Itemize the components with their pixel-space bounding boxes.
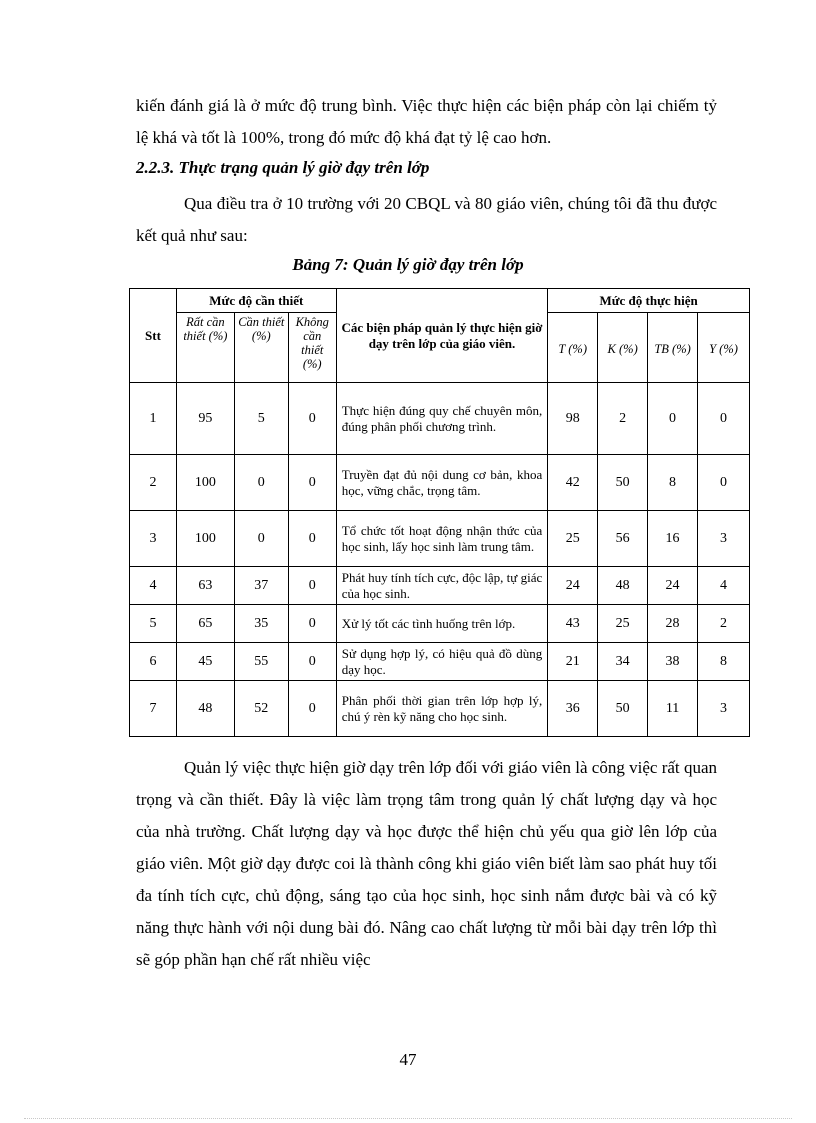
row-not-necessary: 0 (288, 681, 336, 737)
table-row (130, 681, 750, 737)
row-t: 43 (548, 605, 598, 643)
row-t: 21 (548, 643, 598, 681)
row-y: 0 (698, 455, 750, 511)
row-k: 25 (598, 605, 648, 643)
row-very-necessary: 65 (176, 605, 234, 643)
row-stt: 2 (130, 455, 177, 511)
row-k: 2 (598, 383, 648, 455)
intro-paragraph: kiến đánh giá là ở mức độ trung bình. Việc thực hiện các biện pháp còn lại chiếm tỷ lệ khá và tốt là 100%, trong đó mức độ khá đạt tỷ lệ cao hơn. (136, 96, 717, 147)
header-implementation-group: Mức độ thực hiện (548, 289, 750, 313)
survey-paragraph: Qua điều tra ở 10 trường với 20 CBQL và 80 giáo viên, chúng tôi đã thu được kết quả như sau: (136, 194, 717, 245)
row-necessary: 35 (234, 605, 288, 643)
row-measure: Truyền đạt đủ nội dung cơ bản, khoa học, vững chắc, trọng tâm. (336, 455, 548, 511)
header-t: T (%) (548, 313, 598, 383)
row-very-necessary: 45 (176, 643, 234, 681)
row-measure: Thực hiện đúng quy chế chuyên môn, đúng phân phối chương trình. (336, 383, 548, 455)
row-k: 50 (598, 455, 648, 511)
row-not-necessary: 0 (288, 605, 336, 643)
row-k: 50 (598, 681, 648, 737)
row-measure: Xử lý tốt các tình huống trên lớp. (336, 605, 548, 643)
row-tb: 38 (648, 643, 698, 681)
row-k: 34 (598, 643, 648, 681)
row-measure: Phân phối thời gian trên lớp hợp lý, chú ý rèn kỹ năng cho học sinh. (336, 681, 548, 737)
row-necessary: 0 (234, 511, 288, 567)
header-necessary: Cần thiết (%) (234, 313, 288, 383)
row-y: 4 (698, 567, 750, 605)
footer-divider (24, 1118, 792, 1119)
row-necessary: 5 (234, 383, 288, 455)
row-tb: 11 (648, 681, 698, 737)
row-t: 42 (548, 455, 598, 511)
header-very-necessary: Rất cần thiết (%) (176, 313, 234, 383)
row-very-necessary: 48 (176, 681, 234, 737)
row-t: 25 (548, 511, 598, 567)
row-very-necessary: 63 (176, 567, 234, 605)
row-very-necessary: 100 (176, 511, 234, 567)
row-stt: 4 (130, 567, 177, 605)
row-stt: 6 (130, 643, 177, 681)
row-stt: 3 (130, 511, 177, 567)
closing-paragraph: Quản lý việc thực hiện giờ dạy trên lớp đối với giáo viên là công việc rất quan trọng và cần thiết. Đây là việc làm trọng tâm trong quản lý chất lượng dạy và học của nhà trường. Chất lượng dạy và học được thể hiện chủ yếu qua giờ lên lớp của giáo viên. Một giờ dạy được coi là thành công khi giáo viên biết làm sao phát huy tối đa tính tích cực, chủ động, sáng tạo của học sinh, học sinh nắm được bài và có kỹ năng thực hành với nội dung bài đó. Nâng cao chất lượng từ mỗi bài dạy trên lớp thì sẽ góp phần hạn chế rất nhiều việc (136, 758, 717, 969)
header-tb: TB (%) (648, 313, 698, 383)
row-necessary: 0 (234, 455, 288, 511)
row-very-necessary: 100 (176, 455, 234, 511)
row-measure: Sử dụng hợp lý, có hiệu quả đồ dùng dạy học. (336, 643, 548, 681)
row-y: 0 (698, 383, 750, 455)
row-necessary: 37 (234, 567, 288, 605)
row-tb: 8 (648, 455, 698, 511)
table-row (130, 383, 750, 455)
row-stt: 5 (130, 605, 177, 643)
row-k: 56 (598, 511, 648, 567)
page-number: 47 (399, 1050, 417, 1069)
table-caption: Bảng 7: Quản lý giờ đạy trên lớp (292, 255, 524, 274)
table-row (130, 567, 750, 605)
row-measure: Tổ chức tốt hoạt động nhận thức của học sinh, lấy học sinh làm trung tâm. (336, 511, 548, 567)
row-y: 3 (698, 511, 750, 567)
header-stt: Stt (130, 289, 177, 383)
row-y: 8 (698, 643, 750, 681)
row-not-necessary: 0 (288, 567, 336, 605)
header-y: Y (%) (698, 313, 750, 383)
row-not-necessary: 0 (288, 511, 336, 567)
results-table (129, 288, 750, 737)
row-very-necessary: 95 (176, 383, 234, 455)
row-tb: 24 (648, 567, 698, 605)
table-row (130, 643, 750, 681)
row-not-necessary: 0 (288, 383, 336, 455)
row-necessary: 52 (234, 681, 288, 737)
row-y: 2 (698, 605, 750, 643)
row-y: 3 (698, 681, 750, 737)
row-tb: 28 (648, 605, 698, 643)
row-necessary: 55 (234, 643, 288, 681)
row-not-necessary: 0 (288, 455, 336, 511)
row-t: 98 (548, 383, 598, 455)
header-measures: Các biện pháp quản lý thực hiện giờ dạy trên lớp của giáo viên. (336, 289, 548, 383)
table-row (130, 605, 750, 643)
row-k: 48 (598, 567, 648, 605)
row-tb: 0 (648, 383, 698, 455)
row-tb: 16 (648, 511, 698, 567)
header-necessity-group: Mức độ cần thiết (176, 289, 336, 313)
row-stt: 1 (130, 383, 177, 455)
row-measure: Phát huy tính tích cực, độc lập, tự giác của học sinh. (336, 567, 548, 605)
row-not-necessary: 0 (288, 643, 336, 681)
row-t: 24 (548, 567, 598, 605)
header-k: K (%) (598, 313, 648, 383)
row-t: 36 (548, 681, 598, 737)
table-row (130, 455, 750, 511)
header-not-necessary: Không cần thiết (%) (288, 313, 336, 383)
row-stt: 7 (130, 681, 177, 737)
section-heading: 2.2.3. Thực trạng quản lý giờ đạy trên lớp (136, 158, 430, 177)
table-row (130, 511, 750, 567)
